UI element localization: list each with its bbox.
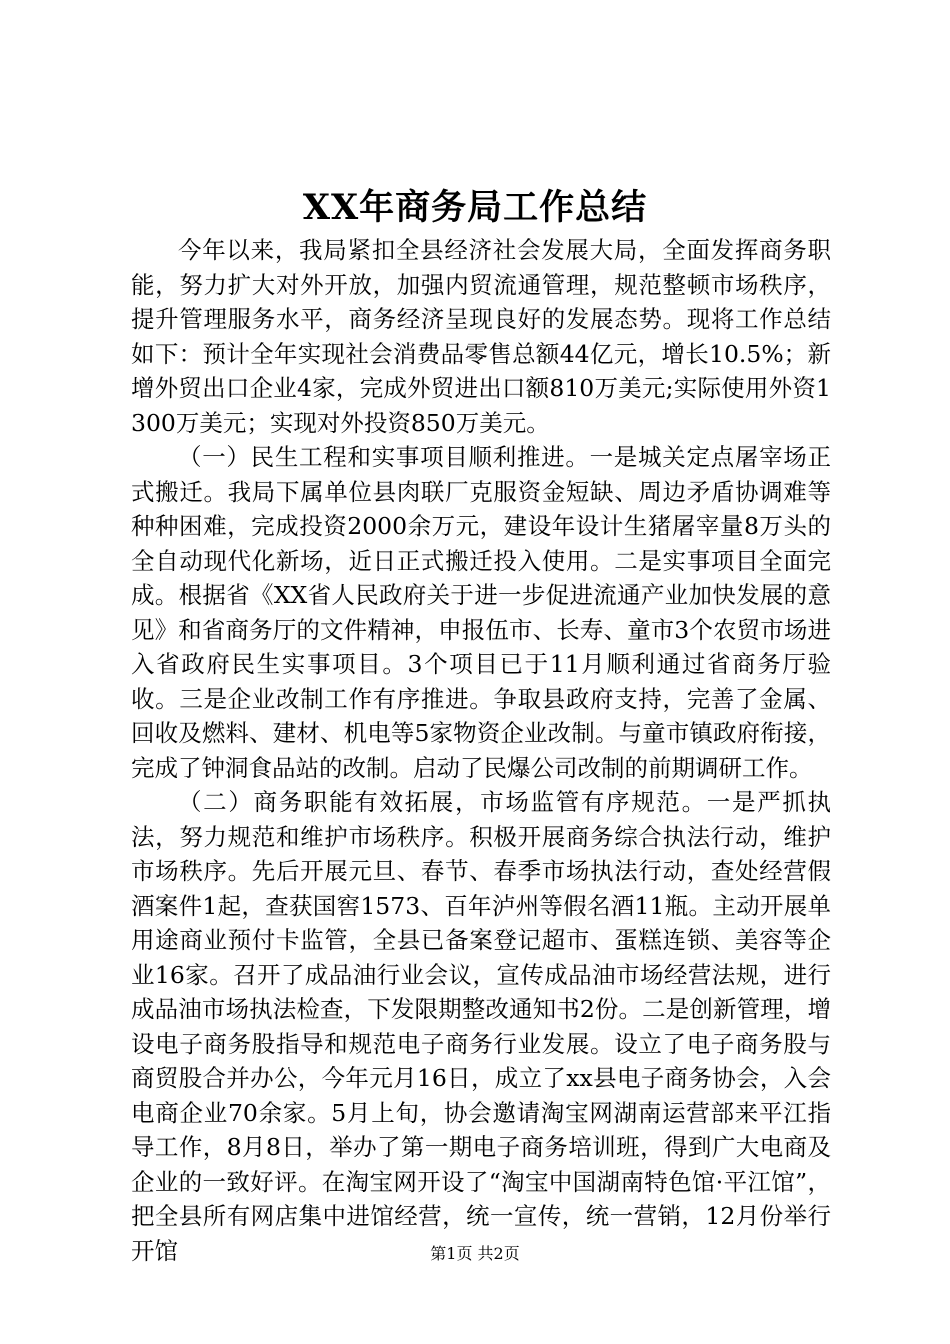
document-body [131, 233, 831, 1268]
paragraph-section-1: （一）民生工程和实事项目顺利推进。一是城关定点屠宰场正式搬迁。我局下属单位县肉联厂克服资金短缺、周边矛盾协调难等种种困难，完成投资2000余万元，建设年设计生猪屠宰量8万头的全自动现代化新场，近日正式搬迁投入使用。二是实事项目全面完成。根据省《XX省人民政府关于进一步促进流通产业加快发展的意见》和省商务厅的文件精神，申报伍市、长寿、童市3个农贸市场进入省政府民生实事项目。3个项目已于11月顺利通过省商务厅验收。三是企业改制工作有序推进。争取县政府支持，完善了金属、回收及燃料、建材、机电等5家物资企业改制。与童市镇政府衔接，完成了钟洞食品站的改制。启动了民爆公司改制的前期调研工作。 [131, 443, 831, 782]
document-title: XX年商务局工作总结 [302, 187, 648, 228]
paragraph-section-2: （二）商务职能有效拓展，市场监管有序规范。一是严抓执法，努力规范和维护市场秩序。积极开展商务综合执法行动，维护市场秩序。先后开展元旦、春节、春季市场执法行动，查处经营假酒案件1起，查获国窖1573、百年泸州等假名酒11瓶。主动开展单用途商业预付卡监管，全县已备案登记超市、蛋糕连锁、美容等企业16家。召开了成品油行业会议，宣传成品油市场经营法规，进行成品油市场执法检查，下发限期整改通知书2份。二是创新管理，增设电子商务股指导和规范电子商务行业发展。设立了电子商务股与商贸股合并办公，今年元月16日，成立了xx县电子商务协会，入会电商企业70余家。5月上旬，协会邀请淘宝网湖南运营部来平江指导工作，8月8日，举办了第一期电子商务培训班，得到广大电商及企业的一致好评。在淘宝网开设了“淘宝中国湖南特色馆·平江馆”，把全县所有网店集中进馆经营，统一宣传，统一营销，12月份举行开馆 [131, 788, 831, 1265]
paragraph-intro: 今年以来，我局紧扣全县经济社会发展大局，全面发挥商务职能，努力扩大对外开放，加强内贸流通管理，规范整顿市场秩序，提升管理服务水平，商务经济呈现良好的发展态势。现将工作总结如下：预计全年实现社会消费品零售总额44亿元，增长10.5%；新增外贸出口企业4家，完成外贸进出口额810万美元;实际使用外资1300万美元；实现对外投资850万美元。 [131, 236, 831, 437]
page-footer: 第1页 共2页 [430, 1244, 520, 1263]
